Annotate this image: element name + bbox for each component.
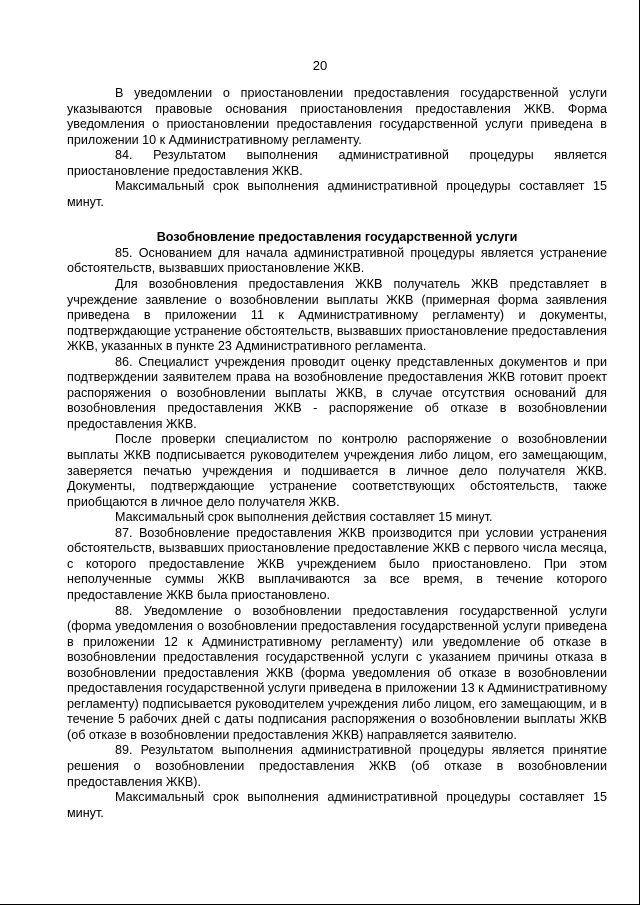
- paragraph-suspension-notice: В уведомлении о приостановлении предоставления государственной услуги указываются правовые основания приостановления предоставления ЖКВ. Форма уведомления о приостановлении предоставления государственной услуги приведена в приложении 10 к Административному регламенту.: [67, 86, 607, 147]
- paragraph-88: 88. Уведомление о возобновлении предоставления государственной услуги (форма уведомления о возобновлении предоставления государственной услуги приведена в приложении 12 к Административному регламенту) или уведомление об отказе в возобновлении предоставления государственной услуги с указанием причины отказа в возобновлении предоставления ЖКВ (форма уведомления об отказе в возобновлении предоставления государственной услуги приведена в приложении 13 к Административному регламенту) подписывается руководителем учреждения либо лицом, его замещающим, и в течение 5 рабочих дней с даты подписания распоряжения о возобновлении выплаты ЖКВ (об отказе в возобновлении предоставления ЖКВ) направляется заявителю.: [67, 603, 607, 742]
- paragraph-max-term-action: Максимальный срок выполнения действия составляет 15 минут.: [115, 510, 493, 525]
- paragraph-85: 85. Основанием для начала административной процедуры является устранение обстоятельств, вызвавших приостановление ЖКВ.: [67, 245, 607, 276]
- section-heading: Возобновление предоставления государственной услуги: [156, 230, 518, 245]
- paragraph-89: 89. Результатом выполнения административной процедуры является принятие решения о возобновлении предоставления ЖКВ (об отказе в возобновлении предоставления ЖКВ).: [67, 743, 607, 789]
- paragraph-max-term-renewal: Максимальный срок выполнения административной процедуры составляет 15 минут.: [67, 790, 607, 820]
- paragraph-max-term-suspension: Максимальный срок выполнения административной процедуры составляет 15 минут.: [67, 179, 607, 209]
- paragraph-control-check: После проверки специалистом по контролю распоряжение о возобновлении выплаты ЖКВ подписывается руководителем учреждения либо лицом, его замещающим, заверяется печатью учреждения и подшивается в личное дело получателя ЖКВ. Документы, подтверждающие устранение соответствующих обстоятельств, также приобщаются в личное дело получателя ЖКВ.: [67, 432, 607, 509]
- page-number: 20: [312, 58, 328, 73]
- paragraph-87: 87. Возобновление предоставления ЖКВ производится при условии устранения обстоятельств, вызвавших приостановление предоставление ЖКВ с первого числа месяца, с которого предоставление ЖКВ учреждением было приостановлено. При этом неполученные суммы ЖКВ выплачиваются за все время, в течение которого предоставление ЖКВ была приостановлено.: [67, 525, 607, 602]
- paragraph-84: 84. Результатом выполнения административной процедуры является приостановление предоставления ЖКВ.: [67, 148, 607, 178]
- paragraph-renewal-application: Для возобновления предоставления ЖКВ получатель ЖКВ представляет в учреждение заявление о возобновлении выплаты ЖКВ (примерная форма заявления приведена в приложении 11 к Административному регламенту) и документы, подтверждающие устранение обстоятельств, вызвавших приостановление предоставления ЖКВ, указанных в пункте 23 Административного регламента.: [67, 277, 607, 354]
- document-body: [67, 86, 607, 821]
- paragraph-86: 86. Специалист учреждения проводит оценку представленных документов и при подтверждении заявителем права на возобновление предоставления ЖКВ готовит проект распоряжения о возобновлении выплаты ЖКВ, в случае отсутствия оснований для возобновления предоставления ЖКВ - распоряжение об отказе в возобновлении предоставления ЖКВ.: [67, 354, 607, 431]
